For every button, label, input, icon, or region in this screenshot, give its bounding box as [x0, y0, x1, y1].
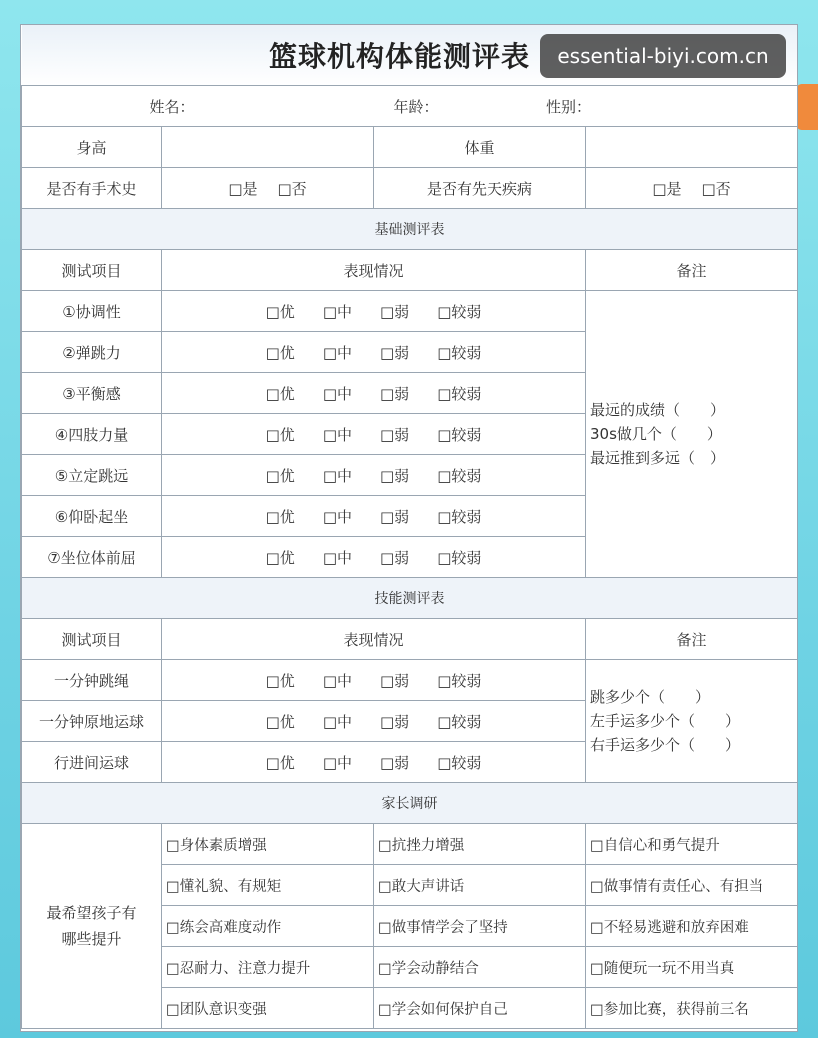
- parent-section-title: 家长调研: [22, 783, 798, 824]
- height-value[interactable]: [162, 127, 374, 168]
- wish-checkbox[interactable]: □不轻易逃避和放弃困难: [586, 906, 798, 947]
- grade-medium-checkbox[interactable]: □中: [322, 671, 352, 690]
- grade-excellent-checkbox[interactable]: □优: [265, 384, 295, 403]
- basic-item: ①协调性: [22, 291, 162, 332]
- basic-item: ⑦坐位体前屈: [22, 537, 162, 578]
- grade-options: [162, 742, 586, 783]
- remark-line: 跳多少个（ ）: [590, 688, 711, 706]
- remark-line: 右手运多少个（ ）: [590, 736, 741, 754]
- grade-weaker-checkbox[interactable]: □较弱: [437, 671, 482, 690]
- grade-weak-checkbox[interactable]: □弱: [380, 466, 410, 485]
- wish-checkbox[interactable]: □团队意识变强: [162, 988, 374, 1029]
- grade-medium-checkbox[interactable]: □中: [322, 507, 352, 526]
- grade-medium-checkbox[interactable]: □中: [322, 466, 352, 485]
- wish-checkbox[interactable]: □参加比赛，获得前三名: [586, 988, 798, 1029]
- grade-options: [162, 455, 586, 496]
- gender-label: 性别：: [546, 97, 592, 116]
- surgery-no-checkbox[interactable]: □否: [277, 179, 307, 198]
- grade-medium-checkbox[interactable]: □中: [322, 343, 352, 362]
- wish-checkbox[interactable]: □自信心和勇气提升: [586, 824, 798, 865]
- height-label: 身高: [22, 127, 162, 168]
- grade-options: [162, 660, 586, 701]
- surgery-yes-checkbox[interactable]: □是: [228, 179, 258, 198]
- grade-weak-checkbox[interactable]: □弱: [380, 425, 410, 444]
- grade-weak-checkbox[interactable]: □弱: [380, 712, 410, 731]
- congenital-no-checkbox[interactable]: □否: [701, 179, 731, 198]
- grade-excellent-checkbox[interactable]: □优: [265, 712, 295, 731]
- grade-medium-checkbox[interactable]: □中: [322, 712, 352, 731]
- basic-item: ②弹跳力: [22, 332, 162, 373]
- weight-label: 体重: [374, 127, 586, 168]
- grade-weak-checkbox[interactable]: □弱: [380, 753, 410, 772]
- grade-excellent-checkbox[interactable]: □优: [265, 466, 295, 485]
- skill-col-note: 备注: [586, 619, 798, 660]
- grade-options: [162, 537, 586, 578]
- grade-options: [162, 291, 586, 332]
- skill-item: 一分钟跳绳: [22, 660, 162, 701]
- skill-item: 行进间运球: [22, 742, 162, 783]
- wish-checkbox[interactable]: □懂礼貌、有规矩: [162, 865, 374, 906]
- basic-item: ③平衡感: [22, 373, 162, 414]
- basic-remarks: [586, 291, 798, 578]
- congenital-yes-checkbox[interactable]: □是: [652, 179, 682, 198]
- skill-remarks: [586, 660, 798, 783]
- skill-col-perf: 表现情况: [162, 619, 586, 660]
- grade-medium-checkbox[interactable]: □中: [322, 302, 352, 321]
- grade-medium-checkbox[interactable]: □中: [322, 384, 352, 403]
- grade-medium-checkbox[interactable]: □中: [322, 425, 352, 444]
- wish-checkbox[interactable]: □做事情学会了坚持: [374, 906, 586, 947]
- grade-medium-checkbox[interactable]: □中: [322, 753, 352, 772]
- wish-checkbox[interactable]: □随便玩一玩不用当真: [586, 947, 798, 988]
- age-label: 年龄：: [393, 97, 439, 116]
- congenital-options: [586, 168, 798, 209]
- weight-value[interactable]: [586, 127, 798, 168]
- basic-item: ⑥仰卧起坐: [22, 496, 162, 537]
- surgery-label: 是否有手术史: [22, 168, 162, 209]
- wish-checkbox[interactable]: □练会高难度动作: [162, 906, 374, 947]
- wish-checkbox[interactable]: □学会如何保护自己: [374, 988, 586, 1029]
- wish-checkbox[interactable]: □身体素质增强: [162, 824, 374, 865]
- surgery-options: [162, 168, 374, 209]
- basic-col-note: 备注: [586, 250, 798, 291]
- remark-line: 最远的成绩（ ）: [590, 401, 726, 419]
- grade-weaker-checkbox[interactable]: □较弱: [437, 753, 482, 772]
- grade-options: [162, 373, 586, 414]
- grade-weaker-checkbox[interactable]: □较弱: [437, 343, 482, 362]
- wish-checkbox[interactable]: □敢大声讲话: [374, 865, 586, 906]
- grade-medium-checkbox[interactable]: □中: [322, 548, 352, 567]
- grade-options: [162, 332, 586, 373]
- grade-weaker-checkbox[interactable]: □较弱: [437, 384, 482, 403]
- remark-line: 最远推到多远（ ）: [590, 449, 726, 467]
- skill-col-item: 测试项目: [22, 619, 162, 660]
- remark-line: 左手运多少个（ ）: [590, 712, 741, 730]
- grade-weaker-checkbox[interactable]: □较弱: [437, 466, 482, 485]
- name-label: 姓名：: [149, 97, 195, 116]
- grade-excellent-checkbox[interactable]: □优: [265, 507, 295, 526]
- grade-weak-checkbox[interactable]: □弱: [380, 507, 410, 526]
- basic-info-row: [22, 86, 798, 127]
- grade-excellent-checkbox[interactable]: □优: [265, 671, 295, 690]
- skill-section-title: 技能测评表: [22, 578, 798, 619]
- basic-item: ④四肢力量: [22, 414, 162, 455]
- wish-checkbox[interactable]: □做事情有责任心、有担当: [586, 865, 798, 906]
- grade-weaker-checkbox[interactable]: □较弱: [437, 548, 482, 567]
- grade-excellent-checkbox[interactable]: □优: [265, 548, 295, 567]
- grade-options: [162, 701, 586, 742]
- grade-excellent-checkbox[interactable]: □优: [265, 343, 295, 362]
- grade-weaker-checkbox[interactable]: □较弱: [437, 712, 482, 731]
- grade-weak-checkbox[interactable]: □弱: [380, 302, 410, 321]
- basic-item: ⑤立定跳远: [22, 455, 162, 496]
- parent-question-text: 最希望孩子有哪些提升: [46, 904, 137, 948]
- watermark-badge: essential-biyi.com.cn: [540, 34, 786, 78]
- congenital-label: 是否有先天疾病: [374, 168, 586, 209]
- grade-excellent-checkbox[interactable]: □优: [265, 425, 295, 444]
- basic-col-item: 测试项目: [22, 250, 162, 291]
- grade-weak-checkbox[interactable]: □弱: [380, 671, 410, 690]
- form-table: [21, 25, 798, 1029]
- basic-col-perf: 表现情况: [162, 250, 586, 291]
- grade-weaker-checkbox[interactable]: □较弱: [437, 507, 482, 526]
- grade-excellent-checkbox[interactable]: □优: [265, 302, 295, 321]
- wish-checkbox[interactable]: □学会动静结合: [374, 947, 586, 988]
- parent-question: [22, 824, 162, 1029]
- skill-item: 一分钟原地运球: [22, 701, 162, 742]
- grade-weak-checkbox[interactable]: □弱: [380, 343, 410, 362]
- page-title: 篮球机构体能测评表: [269, 40, 531, 73]
- grade-excellent-checkbox[interactable]: □优: [265, 753, 295, 772]
- grade-weaker-checkbox[interactable]: □较弱: [437, 425, 482, 444]
- orange-edge-tab: [796, 84, 818, 130]
- assessment-form: [20, 24, 798, 1032]
- grade-options: [162, 496, 586, 537]
- grade-weak-checkbox[interactable]: □弱: [380, 384, 410, 403]
- wish-checkbox[interactable]: □抗挫力增强: [374, 824, 586, 865]
- wish-checkbox[interactable]: □忍耐力、注意力提升: [162, 947, 374, 988]
- grade-weaker-checkbox[interactable]: □较弱: [437, 302, 482, 321]
- grade-weak-checkbox[interactable]: □弱: [380, 548, 410, 567]
- grade-options: [162, 414, 586, 455]
- basic-section-title: 基础测评表: [22, 209, 798, 250]
- remark-line: 30s做几个（ ）: [590, 425, 722, 443]
